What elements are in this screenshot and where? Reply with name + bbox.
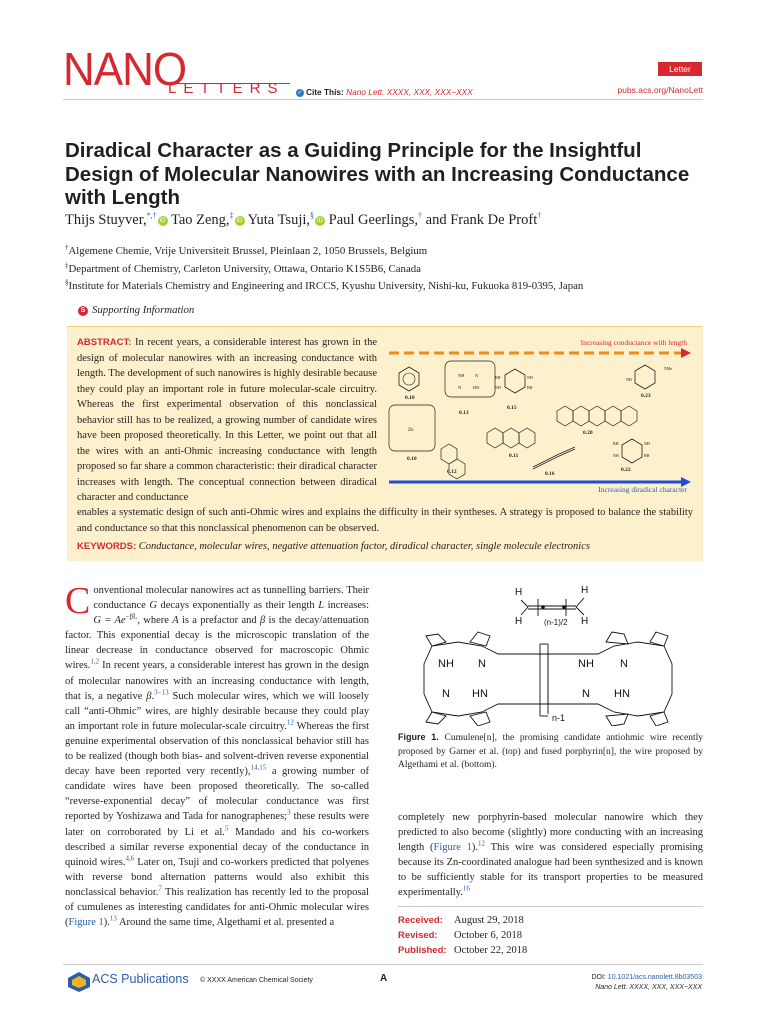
keywords: [77, 539, 697, 554]
citation-link[interactable]: 3: [287, 808, 291, 817]
citation-link[interactable]: 4,6: [125, 854, 135, 863]
toc-top-arrowhead: [681, 348, 691, 358]
toc-value: 0.12: [447, 469, 457, 475]
svg-text:N: N: [442, 688, 450, 700]
journal-logo-nano: NANO: [63, 43, 187, 96]
article-title: Diradical Character as a Guiding Principle for the Insightful Design of Molecular Nanowires with an Increasing Conductance with Length: [65, 139, 690, 209]
journal-reference: Nano Lett. XXXX, XXX, XXX−XXX: [595, 984, 702, 991]
svg-text:N: N: [620, 658, 628, 670]
citation-link[interactable]: 13: [109, 914, 117, 923]
journal-url-link[interactable]: pubs.acs.org/NanoLett: [617, 85, 703, 95]
acs-logo-icon: [66, 971, 92, 993]
affiliation-text: Department of Chemistry, Carleton University, Ottawa, Ontario K1S5B6, Canada: [68, 263, 421, 275]
svg-text:NH: NH: [644, 441, 650, 446]
journal-logo-letters: LETTERS: [168, 80, 285, 97]
author-marks: *,†: [146, 211, 157, 221]
citation-link[interactable]: 12: [478, 839, 486, 848]
bn-ring-structure: [622, 439, 642, 463]
figure-label-n1: n-1: [552, 713, 566, 723]
citation-link[interactable]: 7: [158, 884, 162, 893]
keywords-label: KEYWORDS:: [77, 541, 137, 552]
cite-label: Cite This:: [306, 87, 344, 97]
svg-text:NH: NH: [626, 377, 632, 382]
svg-text:NH: NH: [613, 453, 619, 458]
footer-divider: [63, 964, 703, 965]
acs-publications-logo: ACS Publications: [92, 972, 189, 986]
figure-label-h: H: [515, 616, 523, 627]
toc-value: 0.10: [407, 456, 417, 462]
quinoid-structure: [635, 365, 655, 389]
acene-structure: [557, 406, 637, 426]
toc-graphic: [385, 337, 695, 497]
supporting-info-label: Supporting Information: [92, 304, 195, 316]
doi-block: [591, 973, 702, 993]
doi-link[interactable]: 10.1021/acs.nanolett.8b03503: [607, 974, 702, 981]
body-right-column: completely new porphyrin-based molecular nanowire which they predicted to also become (slightly) more conducting with an increasing length (Figure 1).$^{12}$ This wire was considered especially promising because its Zn-coordinated analogue had been synthesized and is known to be sufficiently stable for its transport properties to be measured experimentally.$^{16}$: [398, 812, 703, 898]
toc-value: 0.20: [583, 430, 593, 436]
affiliation-text: Algemene Chemie, Vrije Universiteit Brussel, Pleinlaan 2, 1050 Brussels, Belgium: [68, 245, 428, 257]
anthracene-structure: [487, 428, 535, 448]
author-list: [65, 211, 705, 229]
check-icon: ✓: [297, 89, 303, 96]
dropcap: C: [65, 580, 91, 622]
author-marks: §: [310, 211, 315, 221]
figure-caption-text: Cumulene[n], the promising candidate antiohmic wire recently proposed by Garner et al. (top) and fused porphyrin[n], the wire proposed by Algethami et al. (bottom).: [398, 733, 703, 770]
affiliation: [65, 263, 705, 276]
citation-link[interactable]: 3−13: [154, 688, 169, 697]
cumulene-figure-structure: [521, 598, 584, 616]
affiliation: [65, 280, 705, 293]
svg-text:HN: HN: [614, 688, 630, 700]
author-name[interactable]: Yuta Tsuji,: [247, 212, 311, 228]
dates-divider: [398, 906, 703, 907]
article-type-badge: Letter: [658, 62, 702, 76]
citation-link[interactable]: 5: [224, 824, 229, 832]
abstract-label: ABSTRACT:: [77, 337, 132, 348]
toc-value: 0.23: [641, 393, 651, 399]
fused-porphyrin-structure: [424, 632, 672, 726]
svg-text:N: N: [582, 688, 590, 700]
date-row: Published: October 22, 2018: [398, 945, 528, 956]
copyright: © XXXX American Chemical Society: [200, 977, 313, 984]
svg-text:BH: BH: [527, 385, 533, 390]
toc-value: 0.15: [507, 405, 517, 411]
cumulene-structure: [533, 447, 575, 469]
article-dates: [398, 913, 527, 958]
author-marks: †: [537, 211, 542, 221]
page-number: A: [380, 973, 388, 984]
toc-value: 0.10: [405, 395, 415, 401]
date-row: Revised: October 6, 2018: [398, 930, 522, 941]
svg-text:NH: NH: [438, 658, 454, 670]
svg-text:NH: NH: [527, 375, 533, 380]
header-divider: [63, 99, 703, 100]
citation-link[interactable]: 14,15: [250, 763, 267, 772]
affiliation-mark: ‡: [65, 261, 69, 270]
abstract-text: In recent years, a considerable interest has grown in the design of molecular nanowires with an increasing conductance with length. The development of such nanowires is highly desirable because they could play an important role in future molecular-scale circuitry. Whereas the first experimental observation of this nonclassical behavior still has to be realized, a growing number of candidate wires have been proposed theoretically. In this Letter, we point out that all the wires with an anti-Ohmic increasing conductance with length proposed so far share a common characteristic: their diradical character increases with length. The conceptual connection between diradical character and conductance: [77, 337, 377, 503]
svg-text:NH: NH: [578, 658, 594, 670]
svg-text:N: N: [475, 373, 479, 378]
keywords-text: Conductance, molecular wires, negative attenuation factor, diradical character, single molecule electronics: [138, 541, 590, 552]
svg-text:NMe: NMe: [664, 366, 673, 371]
toc-value: 0.22: [621, 467, 631, 473]
author-name[interactable]: Paul Geerlings,: [328, 212, 419, 228]
svg-text:NH: NH: [495, 385, 501, 390]
figure-1-graphic: [398, 584, 703, 726]
author-name[interactable]: and Frank De Proft: [425, 212, 538, 228]
svg-text:BH: BH: [644, 453, 650, 458]
svg-text:HN: HN: [472, 688, 488, 700]
author-name[interactable]: Tao Zeng,: [170, 212, 230, 228]
citation-link[interactable]: 1,2: [90, 657, 100, 666]
figure-link[interactable]: Figure 1: [433, 842, 472, 853]
affiliation: [65, 245, 705, 258]
doi-label: DOI:: [591, 974, 608, 981]
tetraaza-ring-structure: [505, 369, 525, 393]
orcid-icon[interactable]: iD: [235, 216, 245, 226]
body-left-column: Conventional molecular nanowires act as tunnelling barriers. Their conductance G decays exponentially as their length L increases: $G = Ae^{-\beta L}$, where A is a prefactor and β is the decay/attenuation factor. This exponential decay is the microscopic translation of the linear decrease in conductance observed for macroscopic Ohmic wires.$^{1,2}$ In recent years, a considerable interest has grown in the design of molecular nanowires with an increasing conductance with length, that is, a negative β.$^{3-13}$ Such molecular wires, which we will loosely call “anti-Ohmic” wires, are highly desirable because they could play an important role in future molecular-scale circuitry.$^{12}$ Whereas the first genuine experimental observation of this nonclassical behavior still has to be realized (though both bias- and solvent-driven reverse exponential decay have been reported very recently),$^{14,15}$ a growing number of candidate wires have been proposed theoretically. The so-called “reverse-exponential decay” of molecular conductance was first reported by Yoshizawa and Tada for nanographenes;$^3$ these results were later on corroborated by Li et al.$^5$ Mandado and his co-workers described a similar reverse exponential decay of the conductance in quinoid wires.$^{4,6}$ Later on, Tsuji and co-workers predicted that polyenes with reverse bond alternation patterns would also exhibit this nonclassical behavior.$^7$ This realization has recently led to the proposal of cumulenes as interesting candidates for anti-Ohmic molecular wires (Figure 1).$^{13}$ Around the same time, Algethami et al. presented a: [65, 580, 370, 929]
toc-value: 0.11: [509, 453, 519, 459]
svg-text:N: N: [458, 385, 462, 390]
supporting-info-icon: S: [78, 306, 88, 316]
abstract: [77, 335, 377, 506]
svg-text:BH: BH: [495, 375, 501, 380]
toc-value: 0.16: [545, 471, 555, 477]
cite-ref[interactable]: Nano Lett. XXXX, XXX, XXX−XXX: [346, 87, 473, 97]
affiliation-mark: †: [65, 243, 69, 252]
svg-text:Zn: Zn: [408, 428, 414, 433]
figure-link[interactable]: Figure 1: [68, 917, 104, 929]
figure-label-h: H: [581, 616, 589, 627]
author-marks: †: [418, 211, 423, 221]
affiliation-text: Institute for Materials Chemistry and Engineering and IRCCS, Kyushu University, Nishi-ku, Fukuoka 819-0395, Japan: [68, 280, 584, 292]
svg-text:HN: HN: [473, 385, 480, 390]
citation-link[interactable]: 16: [462, 884, 470, 893]
citation-link[interactable]: 12: [286, 718, 294, 727]
toc-bottom-label: Increasing diradical character: [598, 485, 687, 494]
benzene-structure: [399, 367, 419, 391]
abstract-tail: enables a systematic design of such anti-Ohmic wires and explains the difficulty in their syntheses. A strategy is proposed to balance the stability and conductance so that this nonclassical phenomenon can be observed.: [77, 507, 693, 534]
figure-caption: [398, 731, 703, 773]
figure-caption-label: Figure 1.: [398, 732, 439, 742]
figure-label-n: (n-1)/2: [544, 618, 568, 627]
affiliation-mark: §: [65, 278, 69, 287]
toc-value: 0.13: [459, 410, 469, 416]
svg-text:N: N: [478, 658, 486, 670]
author-name[interactable]: Thijs Stuyver,: [65, 212, 147, 228]
cite-this[interactable]: [296, 87, 473, 97]
svg-text:BH: BH: [613, 441, 619, 446]
toc-top-label: Increasing conductance with length: [580, 338, 687, 347]
figure-label-h: H: [515, 587, 523, 598]
supporting-info-link[interactable]: [78, 304, 194, 316]
orcid-icon[interactable]: iD: [158, 216, 168, 226]
porphyrin-structure: [445, 361, 495, 397]
date-row: Received: August 29, 2018: [398, 915, 524, 926]
svg-text:NH: NH: [458, 373, 465, 378]
figure-label-h: H: [581, 585, 589, 596]
author-marks: ‡: [229, 211, 234, 221]
orcid-icon[interactable]: iD: [315, 216, 325, 226]
